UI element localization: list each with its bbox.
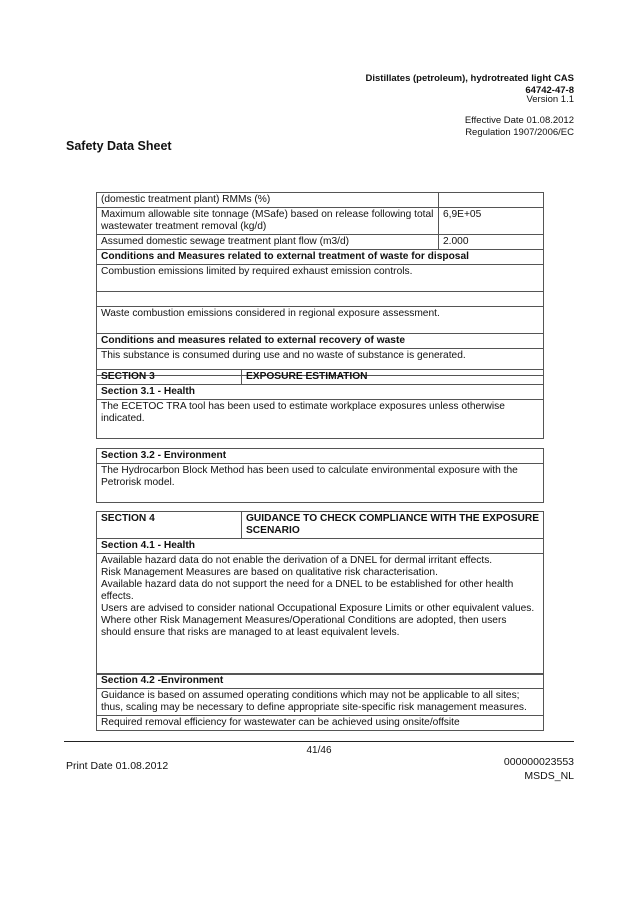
guidance-line: Available hazard data do not enable the derivation of a DNEL for dermal irritant effects. [101, 555, 493, 566]
page-number: 41/46 [306, 745, 332, 756]
footer-divider [64, 741, 574, 742]
table-cell: The ECETOC TRA tool has been used to estimate workplace exposures unless otherwise indicated. [97, 400, 544, 439]
table-cell: Guidance is based on assumed operating conditions which may not be applicable to all sites; thus, scaling may be necessary to define appropriate site-specific risk management measures. [97, 689, 544, 716]
section4-environment [96, 673, 544, 731]
table-cell: Assumed domestic sewage treatment plant flow (m3/d) [97, 235, 439, 250]
doc-code: MSDS_NL [524, 770, 574, 782]
table-row [97, 689, 544, 716]
table-row [97, 554, 544, 675]
table-cell: Required removal efficiency for wastewater can be achieved using onsite/offsite [97, 716, 544, 731]
effective-date: Effective Date 01.08.2012 [464, 115, 574, 126]
table-cell: (domestic treatment plant) RMMs (%) [97, 193, 439, 208]
cas-number: 64742-47-8 [525, 85, 574, 96]
guidance-line: Where other Risk Management Measures/Operational Conditions are adopted, then users should ensure that risks are managed to at least equivalent levels. [101, 615, 507, 638]
doc-number: 000000023553 [503, 756, 574, 768]
page-title: Safety Data Sheet [66, 139, 172, 153]
treatment-table [96, 192, 544, 376]
version: Version 1.1 [526, 94, 574, 105]
table-row [97, 539, 544, 554]
table-row [97, 370, 544, 385]
table-cell: Conditions and Measures related to external treatment of waste for disposal [97, 250, 544, 265]
subsection-title: Section 3.2 - Environment [97, 449, 544, 464]
table-row [97, 674, 544, 689]
table-cell: Combustion emissions limited by required exhaust emission controls. [97, 265, 544, 292]
table-row [97, 385, 544, 400]
table-cell: Conditions and measures related to external recovery of waste [97, 334, 544, 349]
regulation: Regulation 1907/2006/EC [465, 127, 574, 138]
section-title: EXPOSURE ESTIMATION [242, 370, 544, 385]
section-label: SECTION 3 [97, 370, 242, 385]
table-row [97, 307, 544, 334]
section3-header [96, 369, 544, 439]
table-row [97, 449, 544, 464]
table-cell [97, 292, 544, 307]
table-row [97, 250, 544, 265]
product-name: Distillates (petroleum), hydrotreated light CAS [365, 73, 574, 84]
table-cell: 2.000 [439, 235, 544, 250]
document-number [504, 755, 574, 783]
table-row [97, 716, 544, 731]
table-cell: Maximum allowable site tonnage (MSafe) based on release following total wastewater treatment removal (kg/d) [97, 208, 439, 235]
subsection-title: Section 4.2 -Environment [97, 674, 544, 689]
table-cell: Waste combustion emissions considered in regional exposure assessment. [97, 307, 544, 334]
section-label: SECTION 4 [97, 512, 242, 539]
table-cell: 6,9E+05 [439, 208, 544, 235]
table-cell: The Hydrocarbon Block Method has been used to calculate environmental exposure with the Petrorisk model. [97, 464, 544, 503]
print-date: Print Date 01.08.2012 [66, 760, 169, 772]
table-row [97, 193, 544, 208]
subsection-title: Section 3.1 - Health [97, 385, 544, 400]
table-row [97, 265, 544, 292]
table-cell: This substance is consumed during use and no waste of substance is generated. [97, 349, 544, 376]
section4-header [96, 511, 544, 675]
table-cell [439, 193, 544, 208]
guidance-line: Risk Management Measures are based on qualitative risk characterisation. [101, 567, 438, 578]
guidance-line: Available hazard data do not support the need for a DNEL to be established for other health effects. [101, 579, 514, 602]
table-row [97, 464, 544, 503]
subsection-title: Section 4.1 - Health [97, 539, 544, 554]
section3-environment [96, 448, 544, 503]
table-row [97, 512, 544, 539]
table-row [97, 400, 544, 439]
guidance-line: Users are advised to consider national Occupational Exposure Limits or other equivalent values. [101, 603, 535, 614]
table-row [97, 292, 544, 307]
table-cell [97, 554, 544, 675]
table-row [97, 208, 544, 235]
section-title: GUIDANCE TO CHECK COMPLIANCE WITH THE EXPOSURE SCENARIO [242, 512, 544, 539]
table-row [97, 334, 544, 349]
table-row [97, 235, 544, 250]
